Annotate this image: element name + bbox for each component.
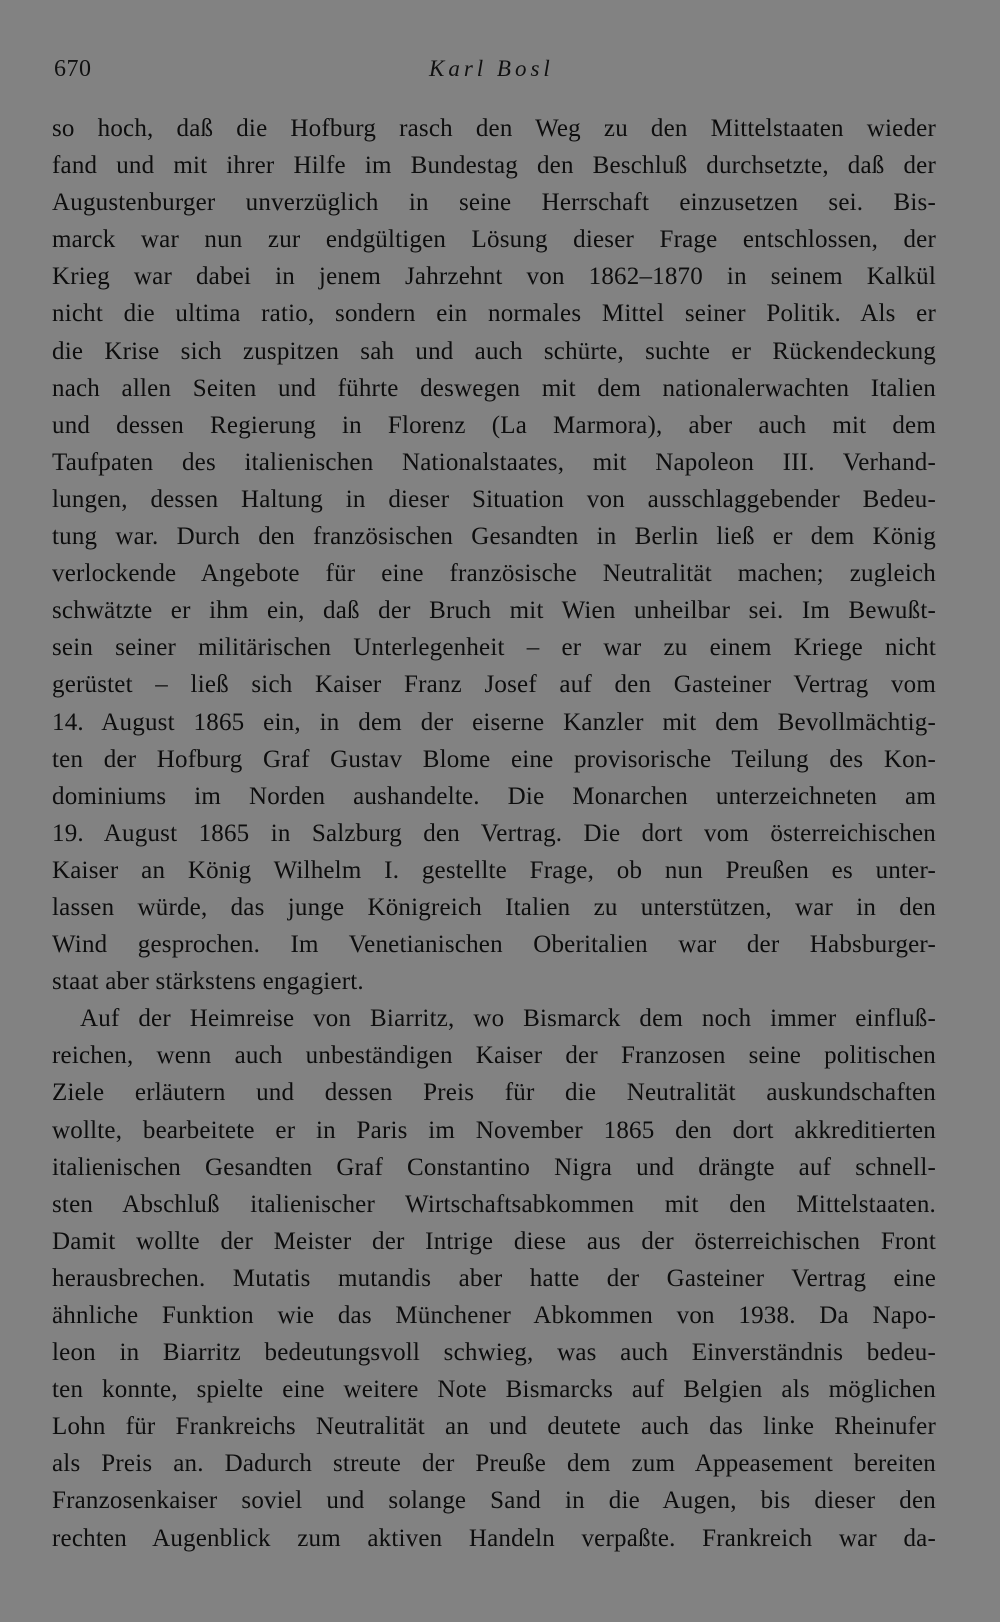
text-line: Krieg war dabei in jenem Jahrzehnt von 1862–1870 in seinem Kalkül [52,263,936,291]
text-line: italienischen Gesandten Graf Constantino Nigra und drängte auf schnell- [52,1153,936,1181]
text-line: Franzosenkaiser soviel und solange Sand in die Augen, bis dieser den [52,1487,936,1515]
text-line: sein seiner militärischen Unterlegenheit – er war zu einem Kriege nicht [52,634,936,662]
text-line: 19. August 1865 in Salzburg den Vertrag. Die dort vom österreichischen [52,819,936,847]
text-line: herausbrechen. Mutatis mutandis aber hatte der Gasteiner Vertrag eine [52,1264,936,1292]
body-text [52,110,936,1557]
text-line: nach allen Seiten und führte deswegen mit dem nationalerwachten Italien [52,374,936,402]
text-line: lassen würde, das junge Königreich Italien zu unterstützen, war in den [52,893,936,921]
text-line: Lohn für Frankreichs Neutralität an und deutete auch das linke Rheinufer [52,1413,936,1441]
text-line: Wind gesprochen. Im Venetianischen Oberitalien war der Habsburger- [52,931,936,959]
text-line: ähnliche Funktion wie das Münchener Abkommen von 1938. Da Napo- [52,1302,936,1329]
text-line: lungen, dessen Haltung in dieser Situation von ausschlaggebender Bedeu- [52,485,936,513]
paragraph [52,110,936,1000]
text-line: wollte, bearbeitete er in Paris im November 1865 den dort akkreditierten [52,1116,936,1144]
text-line: die Krise sich zuspitzen sah und auch schürte, suchte er Rückendeckung [52,337,936,365]
paragraph [52,1000,936,1556]
text-line: leon in Biarritz bedeutungsvoll schwieg, was auch Einverständnis bedeu- [52,1339,936,1367]
text-line: ten konnte, spielte eine weitere Note Bismarcks auf Belgien als möglichen [52,1376,936,1404]
text-line: Auf der Heimreise von Biarritz, wo Bismarck dem noch immer einfluß- [80,1005,936,1033]
text-line: Kaiser an König Wilhelm I. gestellte Frage, ob nun Preußen es unter- [52,856,936,884]
page-number: 670 [54,56,92,82]
text-line: dominiums im Norden aushandelte. Die Monarchen unterzeichneten am [52,782,936,810]
text-line: als Preis an. Dadurch streute der Preuße dem zum Appeasement bereiten [52,1450,936,1478]
page-header [54,50,934,90]
text-line: schwätzte er ihm ein, daß der Bruch mit Wien unheilbar sei. Im Bewußt- [52,597,936,625]
text-line: fand und mit ihrer Hilfe im Bundestag den Beschluß durchsetzte, daß der [52,152,936,180]
text-line: rechten Augenblick zum aktiven Handeln verpaßte. Frankreich war da- [52,1524,936,1552]
text-line: verlockende Angebote für eine französische Neutralität machen; zugleich [52,560,936,588]
text-line: nicht die ultima ratio, sondern ein normales Mittel seiner Politik. Als er [52,300,936,328]
running-head-author: Karl Bosl [429,56,554,81]
text-line: Damit wollte der Meister der Intrige diese aus der österreichischen Front [52,1227,936,1255]
text-line: reichen, wenn auch unbeständigen Kaiser der Franzosen seine politischen [52,1042,936,1070]
text-line: Taufpaten des italienischen Nationalstaates, mit Napoleon III. Verhand- [52,448,936,476]
text-line: und dessen Regierung in Florenz (La Marmora), aber auch mit dem [52,411,936,439]
text-line: staat aber stärkstens engagiert. [52,968,364,996]
text-line: tung war. Durch den französischen Gesandten in Berlin ließ er dem König [52,523,936,551]
text-line: sten Abschluß italienischer Wirtschaftsabkommen mit den Mittelstaaten. [52,1190,936,1218]
text-line: Ziele erläutern und dessen Preis für die Neutralität auskundschaften [52,1079,936,1107]
text-line: Augustenburger unverzüglich in seine Herrschaft einzusetzen sei. Bis- [52,189,936,217]
text-line: gerüstet – ließ sich Kaiser Franz Josef auf den Gasteiner Vertrag vom [52,671,936,699]
text-line: so hoch, daß die Hofburg rasch den Weg zu den Mittelstaaten wieder [52,115,936,142]
text-line: marck war nun zur endgültigen Lösung dieser Frage entschlossen, der [52,226,936,254]
text-line: ten der Hofburg Graf Gustav Blome eine provisorische Teilung des Kon- [52,745,936,773]
text-line: 14. August 1865 ein, in dem der eiserne Kanzler mit dem Bevollmächtig- [52,708,936,736]
